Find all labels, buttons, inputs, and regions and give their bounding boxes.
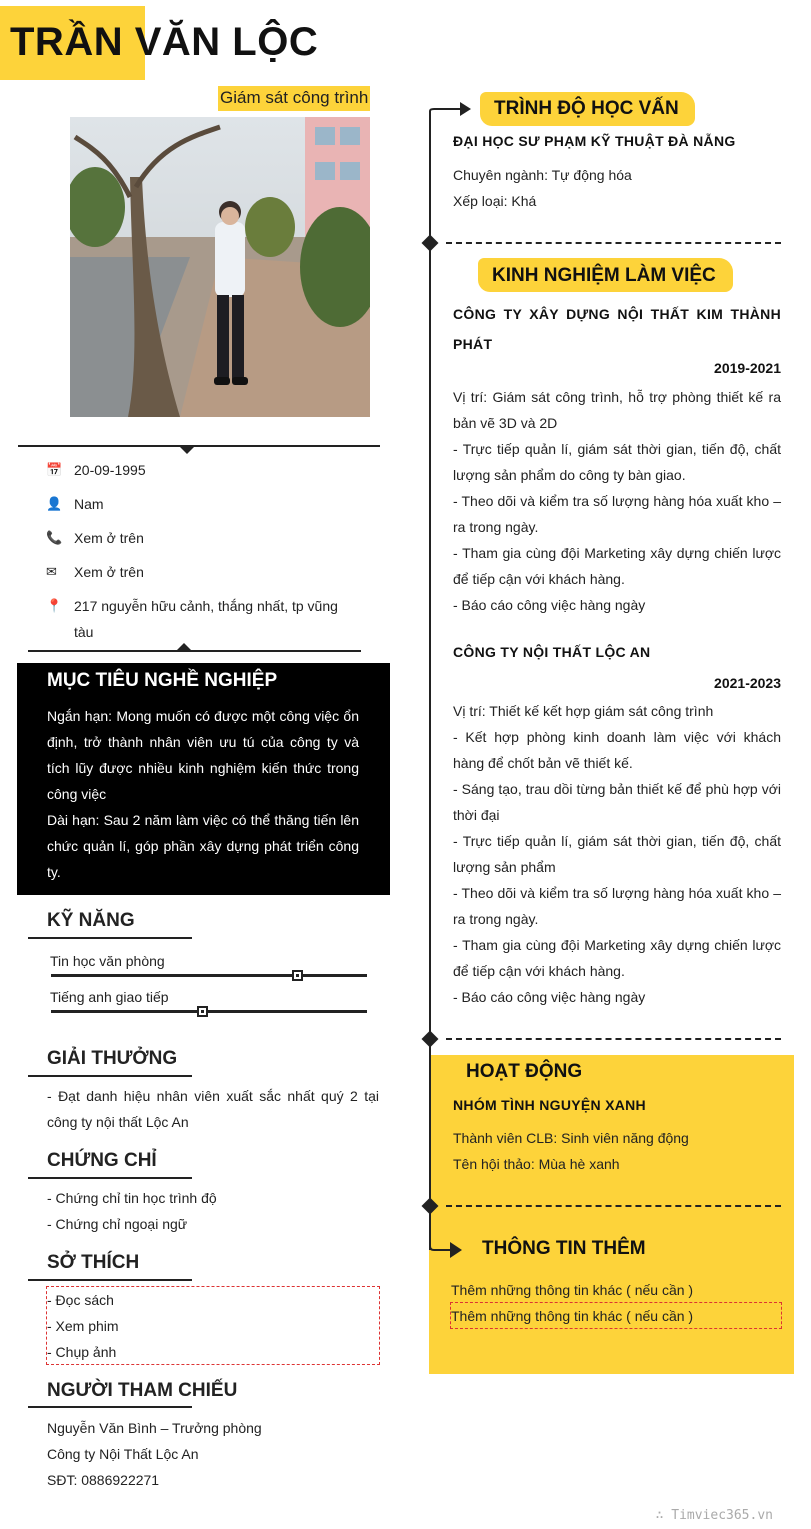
full-name: TRẦN VĂN LỘC bbox=[10, 20, 319, 64]
references-title: NGƯỜI THAM CHIẾU bbox=[47, 1380, 238, 1401]
email-row bbox=[46, 559, 366, 585]
job-years: 2021-2023 bbox=[714, 675, 781, 691]
reference-item: Nguyễn Văn Bình – Trưởng phòng bbox=[47, 1420, 262, 1436]
reference-item: Công ty Nội Thất Lộc An bbox=[47, 1446, 199, 1462]
watermark: ∴ Timviec365.vn bbox=[655, 1508, 773, 1523]
calendar-icon: 📅 bbox=[46, 462, 63, 477]
timeline-arrow-icon bbox=[428, 1236, 464, 1260]
education-major: Chuyên ngành: Tự động hóa bbox=[453, 167, 632, 183]
gender-value: Nam bbox=[74, 496, 104, 512]
timeline-arrow-icon bbox=[428, 99, 472, 123]
experience-title: KINH NGHIỆM LÀM VIỆC bbox=[492, 265, 716, 286]
certificates-title: CHỨNG CHỈ bbox=[47, 1150, 157, 1171]
certificate-item: - Chứng chỉ ngoại ngữ bbox=[47, 1216, 188, 1232]
activities-title: HOẠT ĐỘNG bbox=[466, 1061, 583, 1082]
person-icon: 👤 bbox=[46, 496, 63, 511]
certificate-item: - Chứng chỉ tin học trình độ bbox=[47, 1190, 217, 1206]
extra-info-line: Thêm những thông tin khác ( nếu cần ) bbox=[451, 1308, 694, 1324]
education-grade: Xếp loại: Khá bbox=[453, 193, 537, 209]
skill-name: Tiếng anh giao tiếp bbox=[50, 989, 169, 1005]
section-separator bbox=[446, 1205, 781, 1207]
divider-line bbox=[18, 445, 380, 447]
awards-title: GIẢI THƯỞNG bbox=[47, 1048, 178, 1069]
job-title: Giám sát công trình bbox=[218, 86, 370, 111]
timeline-node bbox=[422, 1031, 439, 1048]
company-name: CÔNG TY NỘI THẤT LỘC AN bbox=[453, 644, 651, 660]
birthday-value: 20-09-1995 bbox=[74, 462, 146, 478]
company-name: CÔNG TY XÂY DỰNG NỘI THẤT KIM THÀNH PHÁT bbox=[453, 306, 781, 352]
activity-line: Tên hội thảo: Mùa hè xanh bbox=[453, 1156, 620, 1172]
section-separator bbox=[446, 242, 781, 244]
objective-text: Ngắn hạn: Mong muốn có được một công việc ổn định, trở thành nhân viên ưu tú của công ty và tích lũy được nhiều kinh nghiệm kiến thức trong công việc Dài hạn: Sau 2 năm làm việc có thể thăng tiến lên chức quản lí, góp phần xây dựng phát triển công ty. bbox=[47, 708, 359, 880]
education-title: TRÌNH ĐỘ HỌC VẤN bbox=[494, 98, 679, 119]
job-description: Vị trí: Thiết kế kết hợp giám sát công trình - Kết hợp phòng kinh doanh làm việc với khách hàng để chốt bản vẽ thiết kế. - Sáng tạo, trau dồi từng bản thiết kế để phù hợp với thời đại - Trực tiếp quản lí, giám sát thời gian, tiến độ, chất lượng sản phẩm - Theo dõi và kiểm tra số lượng hàng hóa xuất kho – ra trong ngày. - Tham gia cùng đội Marketing xây dựng chiến lược để tiếp cận với khách hàng. - Báo cáo công việc hàng ngày bbox=[453, 703, 781, 1005]
hobby-item: - Đọc sách bbox=[47, 1292, 114, 1308]
divider-arrow bbox=[176, 643, 192, 651]
gender-row bbox=[46, 491, 366, 517]
divider-arrow bbox=[179, 446, 195, 454]
objective-title: MỤC TIÊU NGHỀ NGHIỆP bbox=[47, 670, 278, 691]
skills-title: KỸ NĂNG bbox=[47, 910, 135, 931]
section-separator bbox=[446, 1038, 781, 1040]
email-value: Xem ở trên bbox=[74, 564, 144, 580]
skill-name: Tin học văn phòng bbox=[50, 953, 165, 969]
skill-level-marker[interactable] bbox=[197, 1006, 208, 1017]
phone-value: Xem ở trên bbox=[74, 530, 144, 546]
section-underline bbox=[28, 1075, 192, 1077]
extra-info-title: THÔNG TIN THÊM bbox=[482, 1238, 646, 1259]
birthday-row bbox=[46, 457, 366, 483]
email-icon: ✉ bbox=[46, 564, 57, 579]
hobby-item: - Chụp ảnh bbox=[47, 1344, 117, 1360]
reference-item: SĐT: 0886922271 bbox=[47, 1472, 160, 1488]
section-underline bbox=[28, 937, 192, 939]
skill-bar bbox=[51, 974, 367, 977]
job-years: 2019-2021 bbox=[714, 360, 781, 376]
section-underline bbox=[28, 1406, 192, 1408]
location-icon: 📍 bbox=[46, 598, 63, 613]
section-underline bbox=[28, 1279, 192, 1281]
awards-text: - Đạt danh hiệu nhân viên xuất sắc nhất quý 2 tại công ty nội thất Lộc An bbox=[47, 1088, 379, 1130]
timeline-node bbox=[422, 235, 439, 252]
skill-level-marker[interactable] bbox=[292, 970, 303, 981]
address-row bbox=[46, 593, 346, 645]
skill-bar bbox=[51, 1010, 367, 1013]
extra-info-line: Thêm những thông tin khác ( nếu cần ) bbox=[451, 1282, 694, 1298]
profile-photo bbox=[70, 117, 370, 417]
activity-line: Thành viên CLB: Sinh viên năng động bbox=[453, 1130, 689, 1146]
hobby-item: - Xem phim bbox=[47, 1318, 119, 1334]
divider-line bbox=[28, 650, 361, 652]
phone-row bbox=[46, 525, 366, 551]
school-name: ĐẠI HỌC SƯ PHẠM KỸ THUẬT ĐÀ NẴNG bbox=[453, 133, 736, 149]
address-value: 217 nguyễn hữu cảnh, thắng nhất, tp vũng tàu bbox=[74, 598, 338, 640]
timeline-line bbox=[429, 115, 431, 1250]
hobbies-title: SỞ THÍCH bbox=[47, 1252, 140, 1273]
section-underline bbox=[28, 1177, 192, 1179]
activity-org: NHÓM TÌNH NGUYỆN XANH bbox=[453, 1097, 646, 1113]
phone-icon: 📞 bbox=[46, 530, 63, 545]
job-description: Vị trí: Giám sát công trình, hỗ trợ phòng thiết kế ra bản vẽ 3D và 2D - Trực tiếp quản lí, giám sát thời gian, tiến độ, chất lượng sản phẩm do công ty bàn giao. - Theo dõi và kiểm tra số lượng hàng hóa xuất kho – ra trong ngày. - Tham gia cùng đội Marketing xây dựng chiến lược để tiếp cận với khách hàng. - Báo cáo công việc hàng ngày bbox=[453, 389, 781, 613]
